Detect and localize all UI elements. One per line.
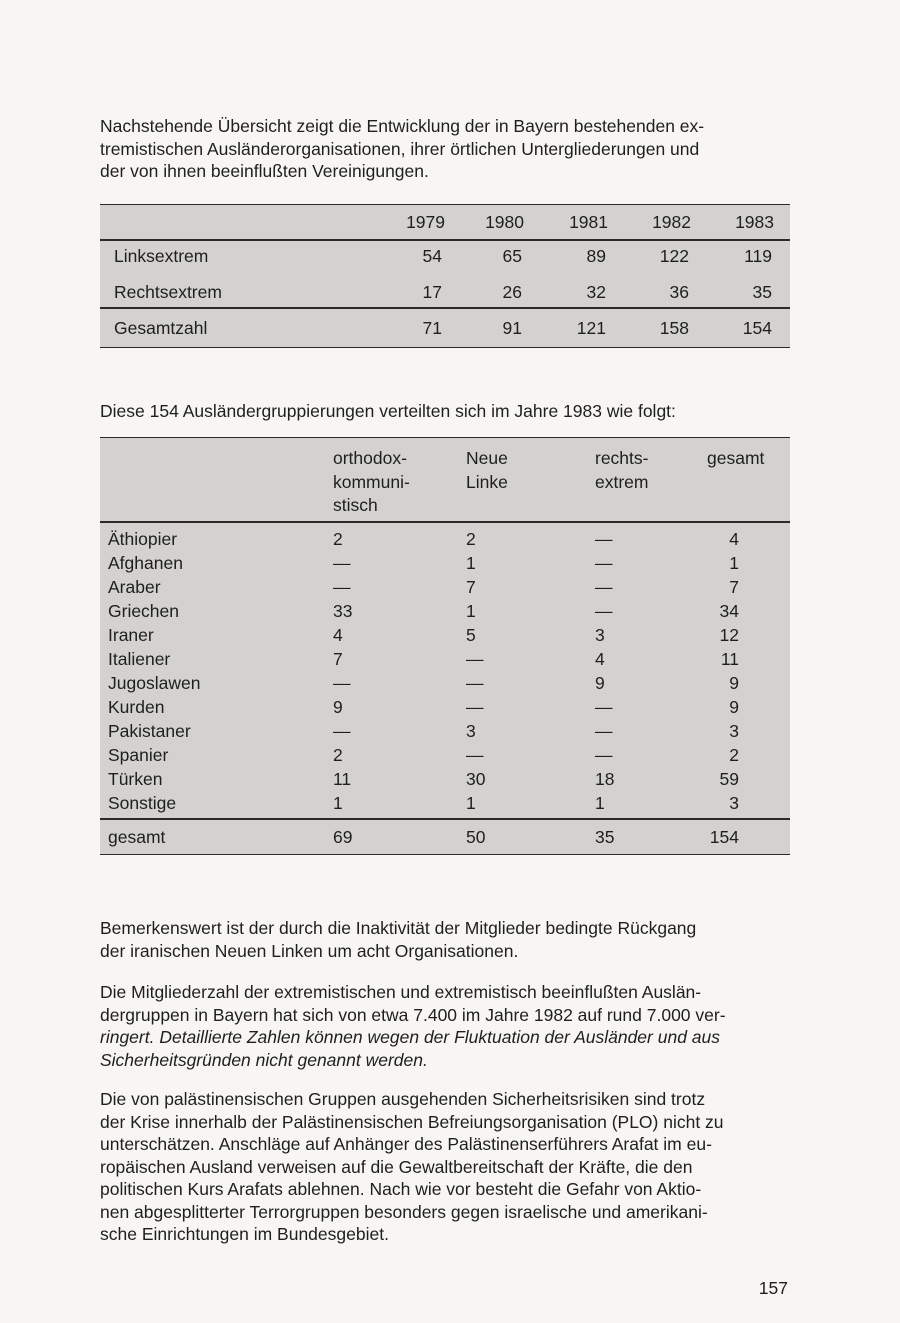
table-bottom-rule bbox=[100, 347, 790, 348]
paragraph-line: nen abgesplitterter Terrorgruppen besonders gegen israelische und amerikani- bbox=[100, 1201, 708, 1222]
table-cell: 65 bbox=[502, 246, 522, 266]
table-cell: — bbox=[333, 577, 351, 597]
year-header: 1980 bbox=[485, 212, 524, 232]
table-cell: — bbox=[333, 553, 351, 573]
paragraph-palestinian-risks bbox=[100, 1088, 790, 1246]
table-cell: — bbox=[595, 721, 613, 741]
page-number: 157 bbox=[758, 1278, 788, 1298]
header-line: Neue bbox=[466, 448, 508, 468]
table-total-rule bbox=[100, 818, 790, 820]
table-cell: 12 bbox=[719, 625, 739, 645]
table-top-rule bbox=[100, 437, 790, 438]
table-cell: — bbox=[466, 673, 484, 693]
table-cell: 1 bbox=[333, 793, 343, 813]
header-line: gesamt bbox=[707, 448, 765, 468]
table-cell: 2 bbox=[729, 745, 739, 765]
paragraph-line-italic: ringert. Detaillierte Zahlen können wegen der Fluktuation der Ausländer und aus bbox=[100, 1027, 721, 1047]
paragraph-line: dergruppen in Bayern hat sich von etwa 7.400 im Jahre 1982 auf rund 7.000 ver- bbox=[100, 1004, 726, 1025]
column-header-gesamt bbox=[707, 447, 764, 471]
table-header-rule bbox=[100, 239, 790, 241]
table-cell: 59 bbox=[719, 769, 739, 789]
paragraph-line: Bemerkenswert ist der durch die Inaktivität der Mitglieder bedingte Rückgang bbox=[100, 918, 697, 938]
table-cell: 91 bbox=[502, 318, 522, 338]
paragraph-line: der Krise innerhalb der Palästinensischen Befreiungsorganisation (PLO) nicht zu bbox=[100, 1111, 724, 1132]
table-cell: 26 bbox=[502, 282, 522, 302]
header-line: kommuni- bbox=[333, 471, 410, 492]
table-cell: 5 bbox=[466, 625, 476, 645]
year-header: 1979 bbox=[406, 212, 445, 232]
table-cell: — bbox=[595, 601, 613, 621]
table-cell: 54 bbox=[422, 246, 442, 266]
table-cell: 3 bbox=[729, 793, 739, 813]
row-label: Linksextrem bbox=[114, 246, 209, 266]
table-cell: 35 bbox=[595, 827, 615, 847]
table-total-rule bbox=[100, 307, 790, 309]
table-cell: 4 bbox=[333, 625, 343, 645]
year-header: 1983 bbox=[735, 212, 774, 232]
table-cell: 3 bbox=[595, 625, 605, 645]
table-cell: — bbox=[595, 553, 613, 573]
column-header-orthodox bbox=[333, 447, 410, 518]
table-cell: — bbox=[466, 649, 484, 669]
paragraph-membership bbox=[100, 981, 790, 1071]
row-label: Italiener bbox=[108, 649, 171, 669]
header-line: rechts- bbox=[595, 448, 649, 468]
paragraph-line: sche Einrichtungen im Bundesgebiet. bbox=[100, 1224, 389, 1244]
table-cell: 1 bbox=[466, 553, 476, 573]
table-cell: 9 bbox=[729, 697, 739, 717]
table-cell: 154 bbox=[709, 827, 739, 847]
paragraph-line: ropäischen Ausland verweisen auf die Gewaltbereitschaft der Kräfte, die den bbox=[100, 1156, 693, 1177]
table-cell: 1 bbox=[466, 793, 476, 813]
year-header: 1982 bbox=[652, 212, 691, 232]
paragraph-line: der iranischen Neuen Linken um acht Organisationen. bbox=[100, 940, 519, 961]
table-cell: 7 bbox=[333, 649, 343, 669]
row-label: Äthiopier bbox=[108, 529, 178, 549]
table-cell: 9 bbox=[595, 673, 605, 693]
table-header-rule bbox=[100, 521, 790, 523]
table-cell: 122 bbox=[659, 246, 689, 266]
table-yearly-totals bbox=[100, 204, 790, 348]
row-label: Pakistaner bbox=[108, 721, 191, 741]
distribution-intro: Diese 154 Ausländergruppierungen verteilten sich im Jahre 1983 wie folgt: bbox=[100, 401, 676, 421]
row-label: Iraner bbox=[108, 625, 154, 645]
table-distribution-1983 bbox=[100, 437, 790, 855]
header-line: orthodox- bbox=[333, 448, 407, 468]
column-header-neue-linke bbox=[466, 447, 508, 494]
table-cell: 18 bbox=[595, 769, 615, 789]
column-header-rechtsextrem bbox=[595, 447, 648, 494]
table-cell: 17 bbox=[422, 282, 442, 302]
table-cell: — bbox=[466, 697, 484, 717]
table-cell: — bbox=[595, 577, 613, 597]
table-cell: 3 bbox=[466, 721, 476, 741]
row-label: gesamt bbox=[108, 827, 166, 847]
table-cell: 2 bbox=[333, 745, 343, 765]
paragraph-line: politischen Kurs Arafats ablehnen. Nach wie vor besteht die Gefahr von Aktio- bbox=[100, 1179, 702, 1199]
table-cell: — bbox=[595, 745, 613, 765]
header-line: stisch bbox=[333, 495, 378, 515]
table-cell: 154 bbox=[742, 318, 772, 338]
header-line: Linke bbox=[466, 471, 508, 492]
table-cell: 11 bbox=[720, 649, 739, 669]
table-cell: 71 bbox=[422, 318, 442, 338]
table-cell: 34 bbox=[719, 601, 739, 621]
paragraph-line: Die Mitgliederzahl der extremistischen und extremistisch beeinflußten Auslän- bbox=[100, 982, 702, 1002]
table-cell: 4 bbox=[729, 529, 739, 549]
intro-line: tremistischen Ausländerorganisationen, ihrer örtlichen Untergliederungen und bbox=[100, 138, 700, 159]
table-cell: 1 bbox=[466, 601, 476, 621]
table-cell: 33 bbox=[333, 601, 353, 621]
row-label: Türken bbox=[108, 769, 163, 789]
table-cell: 3 bbox=[729, 721, 739, 741]
header-line: extrem bbox=[595, 471, 649, 492]
table-cell: 121 bbox=[576, 318, 606, 338]
paragraph-line: Die von palästinensischen Gruppen ausgehenden Sicherheitsrisiken sind trotz bbox=[100, 1089, 706, 1109]
table-cell: 11 bbox=[333, 769, 352, 789]
row-label: Gesamtzahl bbox=[114, 318, 208, 338]
table-cell: 32 bbox=[586, 282, 606, 302]
table-cell: 9 bbox=[729, 673, 739, 693]
table-cell: — bbox=[595, 697, 613, 717]
table-cell: 4 bbox=[595, 649, 605, 669]
intro-paragraph bbox=[100, 115, 790, 183]
row-label: Kurden bbox=[108, 697, 165, 717]
table-cell: 158 bbox=[659, 318, 689, 338]
paragraph-iranian-left bbox=[100, 917, 790, 962]
row-label: Afghanen bbox=[108, 553, 183, 573]
table-cell: 50 bbox=[466, 827, 486, 847]
table-top-rule bbox=[100, 204, 790, 205]
table-bottom-rule bbox=[100, 854, 790, 855]
row-label: Araber bbox=[108, 577, 161, 597]
table-cell: 35 bbox=[752, 282, 772, 302]
intro-line: der von ihnen beeinflußten Vereinigungen. bbox=[100, 161, 429, 181]
row-label: Jugoslawen bbox=[108, 673, 201, 693]
year-header: 1981 bbox=[569, 212, 608, 232]
table-cell: 1 bbox=[595, 793, 605, 813]
paragraph-line: unterschätzen. Anschläge auf Anhänger des Palästinenserführers Arafat im eu- bbox=[100, 1134, 712, 1154]
row-label: Sonstige bbox=[108, 793, 177, 813]
table-cell: 119 bbox=[744, 246, 772, 266]
table-cell: 9 bbox=[333, 697, 343, 717]
intro-line: Nachstehende Übersicht zeigt die Entwicklung der in Bayern bestehenden ex- bbox=[100, 116, 705, 136]
table-cell: — bbox=[595, 529, 613, 549]
table-cell: — bbox=[466, 745, 484, 765]
table-cell: 36 bbox=[669, 282, 689, 302]
table-cell: 1 bbox=[729, 553, 739, 573]
table-shading bbox=[100, 437, 790, 855]
table-cell: 89 bbox=[586, 246, 606, 266]
table-cell: 7 bbox=[466, 577, 476, 597]
table-cell: — bbox=[333, 673, 351, 693]
table-cell: 30 bbox=[466, 769, 486, 789]
paragraph-line-italic: Sicherheitsgründen nicht genannt werden. bbox=[100, 1049, 428, 1070]
row-label: Griechen bbox=[108, 601, 180, 621]
table-cell: 2 bbox=[333, 529, 343, 549]
table-cell: 2 bbox=[466, 529, 476, 549]
row-label: Spanier bbox=[108, 745, 169, 765]
row-label: Rechtsextrem bbox=[114, 282, 222, 302]
table-cell: 69 bbox=[333, 827, 353, 847]
table-cell: 7 bbox=[729, 577, 739, 597]
table-cell: — bbox=[333, 721, 351, 741]
